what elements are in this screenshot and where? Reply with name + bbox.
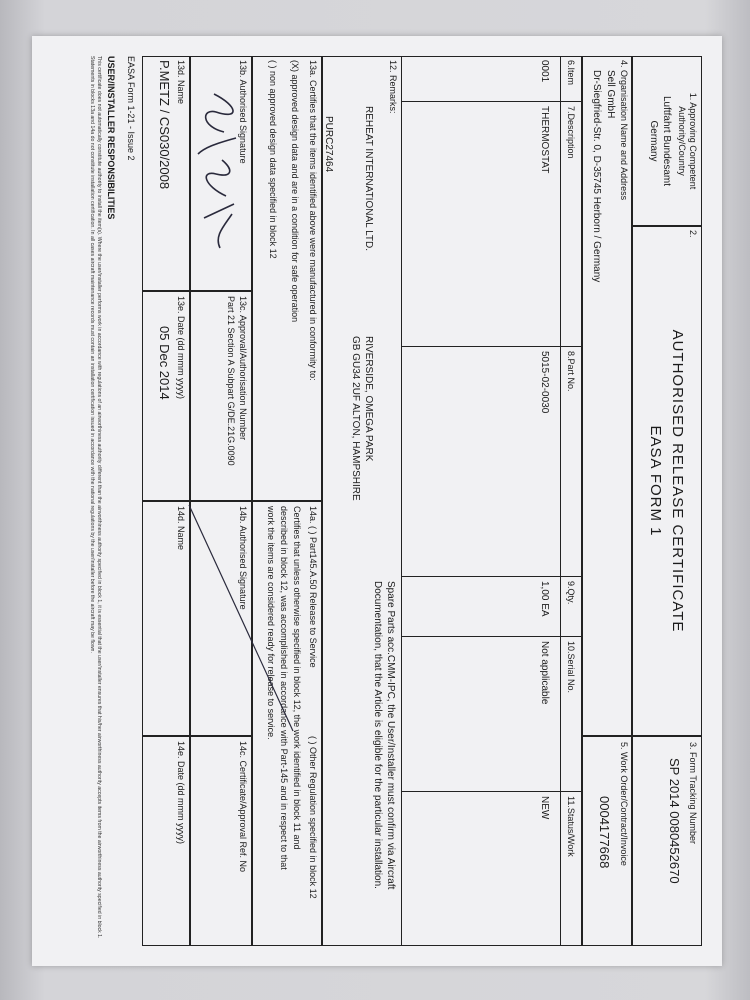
block-1-authority: Luftfahrt Bundesamt bbox=[661, 95, 672, 187]
easa-form-1-document bbox=[32, 36, 722, 966]
col-divider-5 bbox=[402, 791, 582, 792]
row-part-no: 5015-02-0030 bbox=[539, 351, 550, 414]
footer-form-ref: EASA Form 1-21 - Issue 2 bbox=[126, 56, 136, 161]
block-14a-body-line-3: work the items are considered ready for release to service. bbox=[266, 506, 276, 740]
block-14-strike-line bbox=[185, 501, 297, 946]
block-2-box bbox=[632, 226, 702, 736]
col-header-part-no: 8.Part No. bbox=[566, 351, 576, 392]
remark-address-line-2: GB GU34 2UF ALTON, HAMPSHIRE bbox=[350, 336, 361, 501]
block-13e-label: 13e. Date (dd mmm yyyy) bbox=[176, 296, 186, 400]
block-14a-body-line-1: Certifies that unless otherwise specified in block 12, the work identified in block 11 and bbox=[292, 506, 302, 850]
row-item: 0001 bbox=[539, 60, 550, 83]
remark-supplier: REHEAT INTERNATIONAL LTD. bbox=[363, 106, 374, 252]
col-divider-2 bbox=[402, 346, 582, 347]
block-13d-label: 13d. Name bbox=[176, 60, 186, 105]
block-1-label-line2: Authority/Country bbox=[677, 106, 687, 176]
block-1-label-line1: 1. Approving Competent bbox=[688, 92, 698, 190]
remark-address-line-1: RIVERSIDE, OMEGA PARK bbox=[363, 336, 374, 462]
block-5-value: 0004177668 bbox=[597, 796, 612, 869]
block-14a-head: 14a. ( ) Part145.A.50 Release to Service bbox=[308, 506, 318, 668]
form-title: AUTHORISED RELEASE CERTIFICATE bbox=[669, 329, 686, 633]
col-divider-4 bbox=[402, 636, 582, 637]
block-2-label: 2. bbox=[688, 230, 698, 238]
form-subtitle: EASA FORM 1 bbox=[647, 425, 664, 537]
block-14b-label: 14b. Authorised Signature bbox=[238, 506, 248, 610]
remark-reference: PURC27464 bbox=[323, 116, 334, 173]
block-3-label: 3. Form Tracking Number bbox=[688, 742, 698, 845]
col-header-item: 6.Item bbox=[566, 60, 576, 86]
block-4-org-name: Sell GmbH bbox=[605, 70, 616, 119]
block-5-label: 5. Work Order/Contract/Invoice bbox=[619, 742, 629, 866]
block-14a-head-right: ( ) Other Regulation specified in block 12 bbox=[308, 736, 318, 899]
block-4-label: 4. Organisation Name and Address bbox=[619, 60, 629, 201]
col-divider-1 bbox=[402, 101, 582, 102]
block-14e-label: 14e. Date (dd mmm yyyy) bbox=[176, 741, 186, 845]
row-description: THERMOSTAT bbox=[539, 106, 550, 174]
row-serial: Not applicable bbox=[539, 641, 550, 705]
col-header-status: 11.Status/Work bbox=[566, 796, 576, 857]
block-13c-value: Part 21 Section A Subpart G/DE.21G.0090 bbox=[226, 296, 236, 466]
block-12-label: 12. Remarks: bbox=[388, 60, 398, 114]
block-14c-label: 14c. Certificate/Approval Ref. No bbox=[238, 741, 248, 873]
block-13d-value: P.METZ / CS030/2008 bbox=[157, 60, 172, 190]
footer-fine-print: This certificate does not automatically constitute authority to install the item(s). Where the user/installer performs work in accordance with regulations of an airworthiness authority different than the airworthiness authority specified in block 1, it is essential that the user/installer ensures that his/her airworthiness authority accepts items from the airworthiness authority specified in block 1. Statements in blocks 13a and 14a do not constitute installation certification. In all cases aircraft maintenance records must contain an installation certification issued in accordance with the national regulations by the user/installer before the aircraft may be flown. bbox=[88, 56, 102, 939]
row-status: NEW bbox=[539, 796, 550, 820]
block-13a-option-non-approved: ( ) non approved design data specified in block 12 bbox=[268, 60, 278, 259]
block-13a-text: 13a. Certifies that the items identified above were manufactured in conformity to: bbox=[308, 60, 318, 381]
signature-13b-icon bbox=[192, 86, 244, 256]
block-13e-value: 05 Dec 2014 bbox=[157, 326, 172, 400]
footer-heading: USER/INSTALLER RESPONSIBILITIES bbox=[106, 56, 116, 220]
block-14a-body-line-2: described in block 12, was accomplished in accordance with Part-145 and in respect to that bbox=[279, 506, 289, 870]
block-1-country: Germany bbox=[648, 120, 659, 162]
block-14d-label: 14d. Name bbox=[176, 506, 186, 551]
row-qty: 1,00 EA bbox=[539, 581, 550, 617]
remark-line-2: Documentation, that the Article is eligible for the particular installation. bbox=[372, 581, 383, 889]
col-header-description: 7.Description bbox=[566, 106, 576, 159]
col-header-serial: 10.Serial No. bbox=[566, 641, 576, 694]
col-header-qty: 9.Qty. bbox=[566, 581, 576, 605]
block-13a-option-approved: (X) approved design data and are in a condition for safe operation bbox=[290, 60, 300, 323]
block-13c-label: 13c. Approval/Authorisation Number bbox=[238, 296, 248, 441]
col-divider-3 bbox=[402, 576, 582, 577]
remark-line-1: Spare Parts acc.CMM-IPC, the User/Installer must confirm via Aircraft bbox=[385, 581, 396, 890]
block-4-org-address: Dr-Siegfried-Str. 0, D-35745 Herborn / Germany bbox=[591, 70, 602, 283]
block-3-value: SP 2014 0080452670 bbox=[667, 758, 682, 884]
block-13b-label: 13b. Authorised Signature bbox=[238, 60, 248, 164]
